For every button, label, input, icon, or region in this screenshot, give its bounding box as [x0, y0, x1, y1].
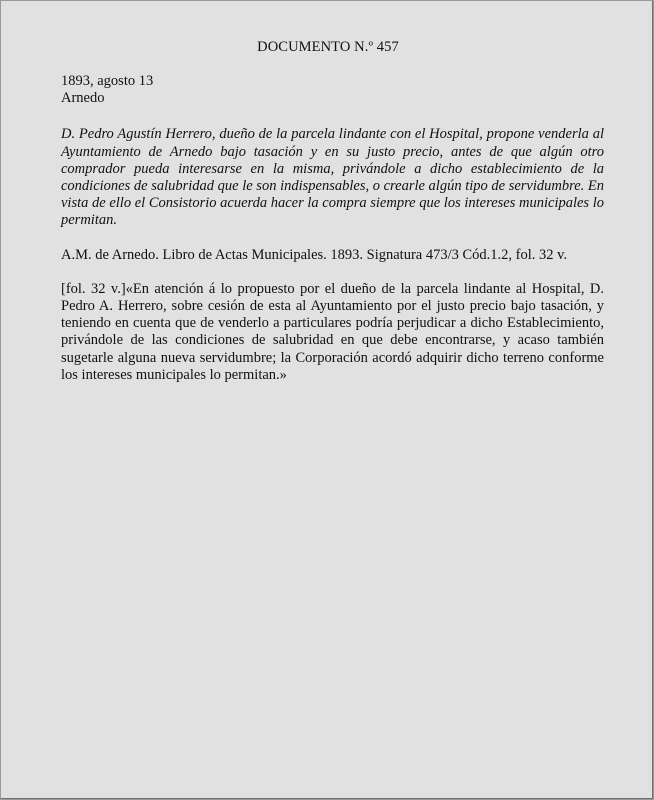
document-place: Arnedo	[61, 90, 105, 107]
document-summary: D. Pedro Agustín Herrero, dueño de la parcela lindante con el Hospital, propone venderla al Ayuntamiento de Arnedo bajo tasación y en su justo precio, antes de que algún otro comprador pueda interesarse en la misma, privándole a dicho establecimiento de la condiciones de salubridad que le son indispensables, o crearle algún tipo de servidumbre. En vista de ello el Consistorio acuerda hacer la compra siempre que los intereses municipales lo permitan.	[61, 126, 604, 229]
document-transcription: [fol. 32 v.]«En atención á lo propuesto por el dueño de la parcela lindante al Hospital, D. Pedro A. Herrero, sobre cesión de esta al Ayuntamiento por el justo precio bajo tasación, y teniendo en cuenta que de venderlo a particulares podría perjudicar a dicho Establecimiento, privándole de las condiciones de salubridad en que debe encontrarse, y acaso también sugetarle alguna nueva servidumbre; la Corporación acordó adquirir dicho terreno conforme los intereses municipales lo permitan.»	[61, 280, 604, 383]
document-title: DOCUMENTO N.º 457	[257, 39, 399, 55]
archival-source: A.M. de Arnedo. Libro de Actas Municipales. 1893. Signatura 473/3 Cód.1.2, fol. 32 v.	[61, 246, 568, 263]
document-date: 1893, agosto 13	[61, 73, 154, 89]
document-body	[61, 73, 604, 384]
